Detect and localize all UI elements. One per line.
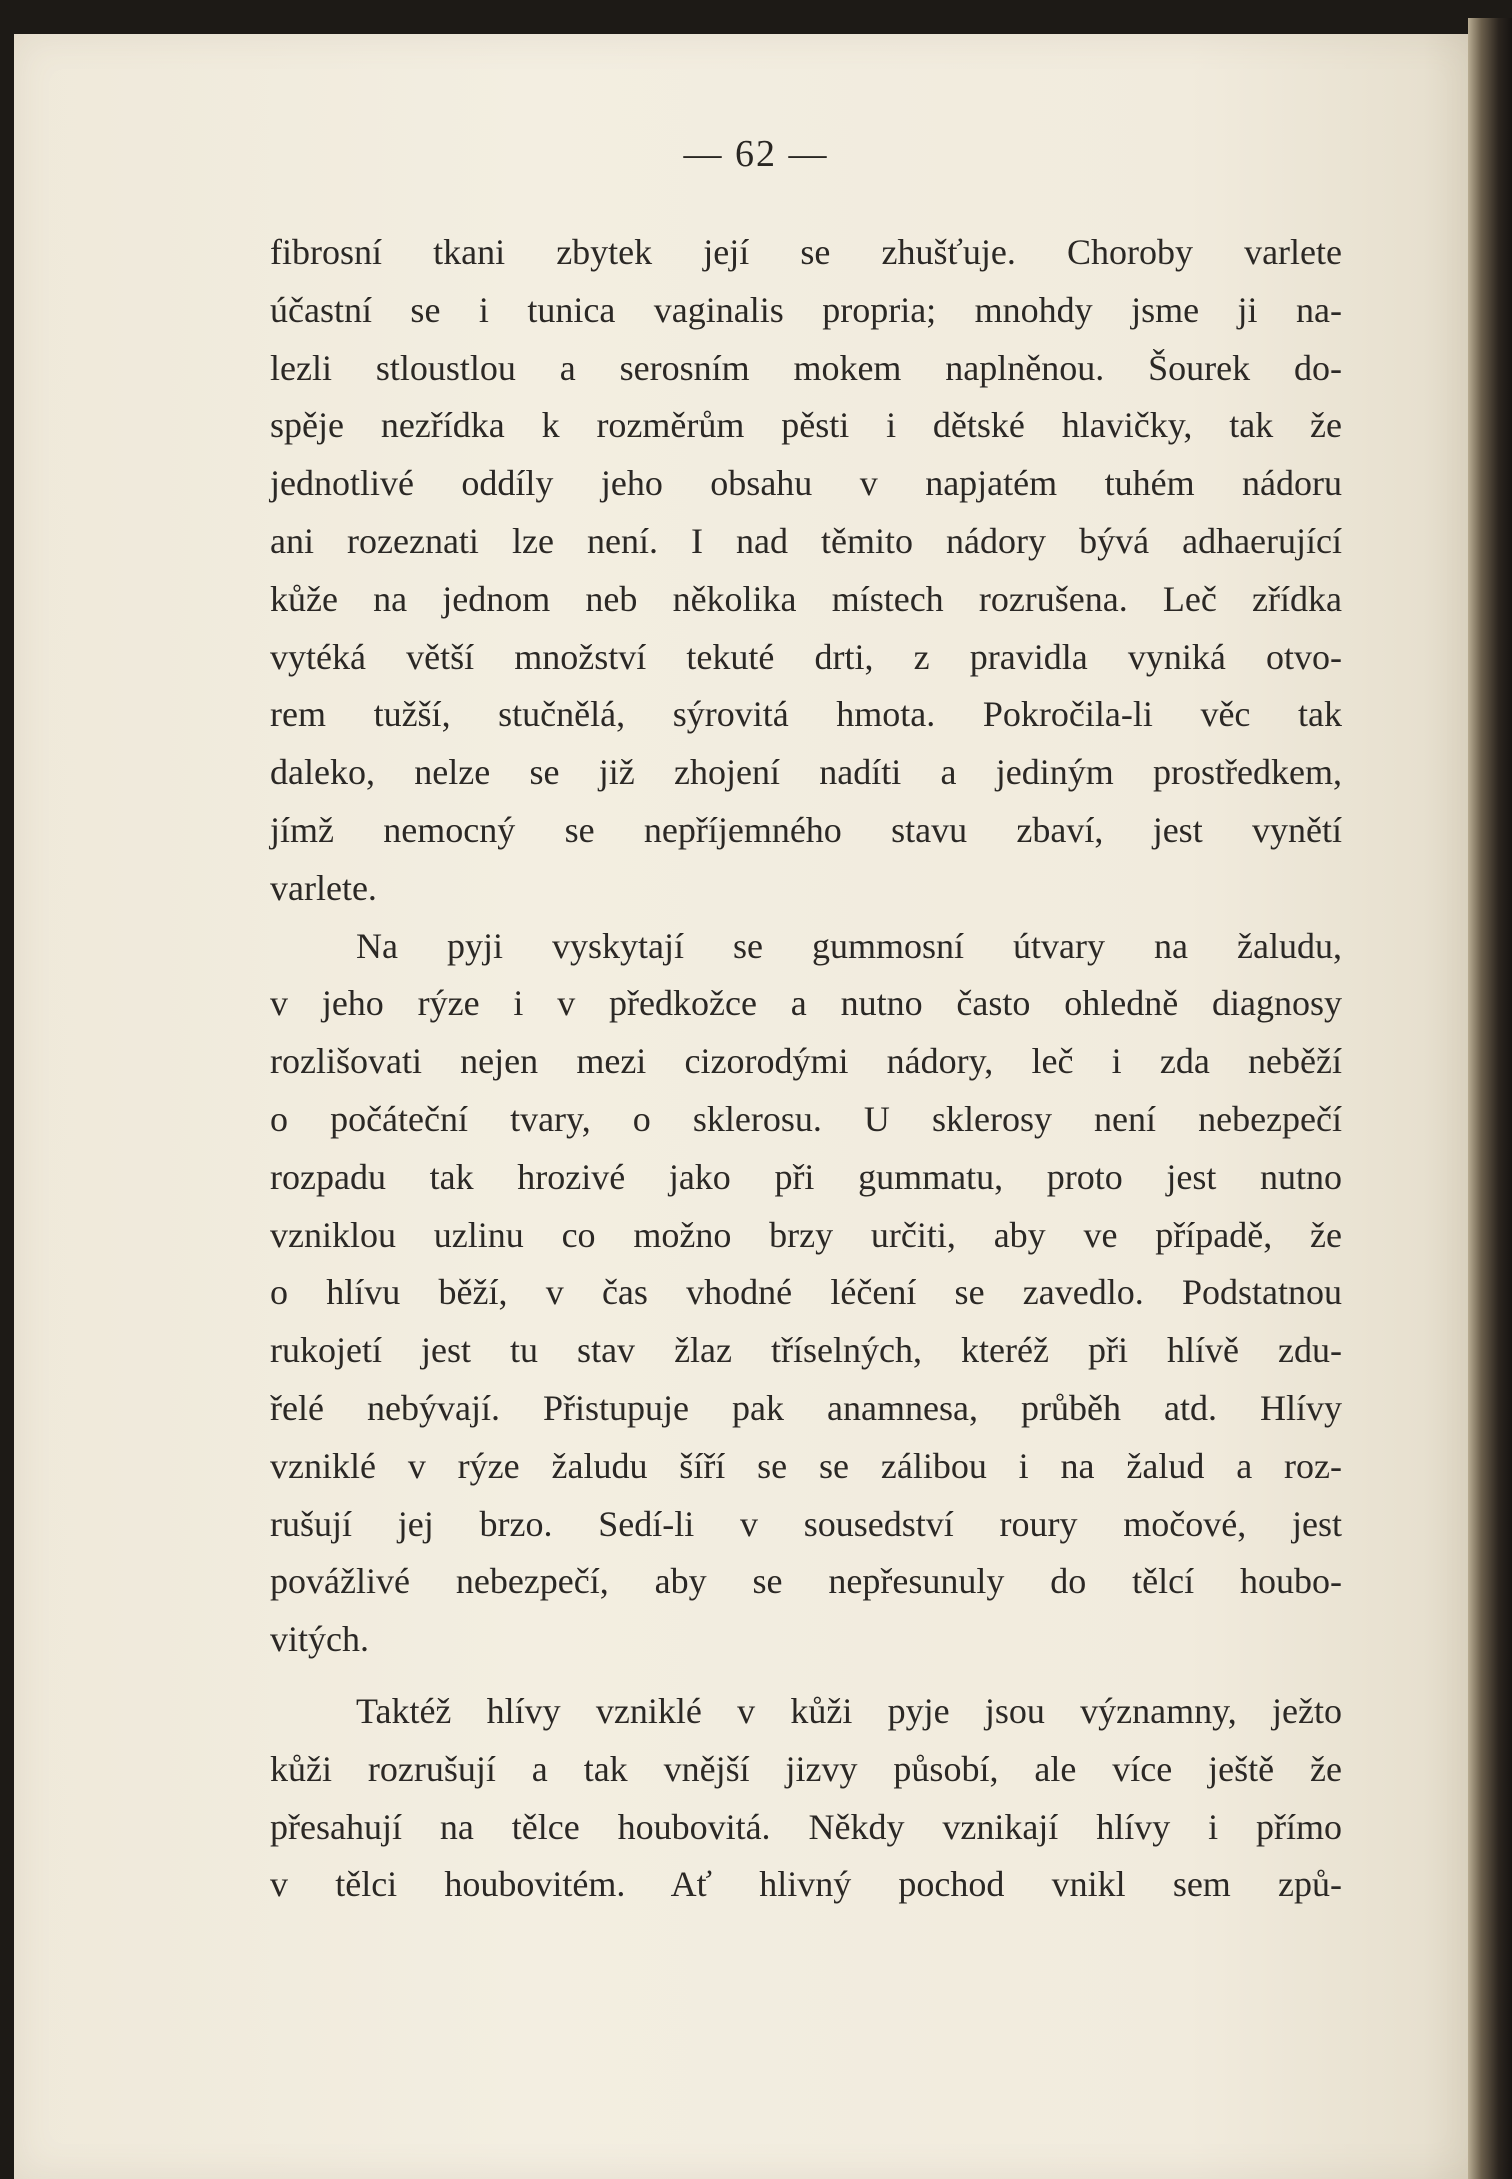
text-line: Taktéž hlívy vzniklé v kůži pyje jsou významny, ježto	[356, 1690, 1342, 1731]
text-line: jímž nemocný se nepříjemného stavu zbaví, jest vynětí	[270, 809, 1342, 850]
text-line: kůže na jednom neb několika místech rozrušena. Leč zřídka	[270, 578, 1342, 619]
text-line: o počáteční tvary, o sklerosu. U sklerosy není nebezpečí	[270, 1098, 1342, 1139]
text-line: lezli stloustlou a serosním mokem naplněnou. Šourek do-	[270, 347, 1342, 388]
text-line: rozpadu tak hrozivé jako při gummatu, proto jest nutno	[270, 1156, 1342, 1197]
text-line: v jeho rýze i v předkožce a nutno často ohledně diagnosy	[270, 983, 1342, 1024]
text-line: daleko, nelze se již zhojení nadíti a jediným prostředkem,	[270, 752, 1342, 793]
text-line: rozlišovati nejen mezi cizorodými nádory, leč i zda neběží	[270, 1041, 1342, 1082]
text-line: vzniklou uzlinu co možno brzy určiti, aby ve případě, že	[270, 1214, 1342, 1255]
text-line: v tělci houbovitém. Ať hlivný pochod vnikl sem způ-	[270, 1864, 1342, 1905]
text-line: rukojetí jest tu stav žlaz tříselných, kteréž při hlívě zdu-	[270, 1330, 1342, 1371]
text-line: rušují jej brzo. Sedí-li v sousedství roury močové, jest	[270, 1503, 1342, 1544]
page-edge-shadow	[1468, 18, 1512, 2179]
text-line: ani rozeznati lze není. I nad těmito nádory bývá adhaerující	[270, 520, 1342, 561]
text-line: jednotlivé oddíly jeho obsahu v napjatém tuhém nádoru	[270, 463, 1342, 504]
text-line: povážlivé nebezpečí, aby se nepřesunuly do tělcí houbo-	[270, 1561, 1342, 1602]
page-number: — 62 —	[683, 133, 829, 175]
text-line: spěje nezřídka k rozměrům pěsti i dětské hlavičky, tak že	[270, 405, 1342, 446]
paragraph-gap	[270, 1669, 1342, 1683]
text-line: účastní se i tunica vaginalis propria; mnohdy jsme ji na-	[270, 289, 1342, 330]
text-line: o hlívu běží, v čas vhodné léčení se zavedlo. Podstatnou	[270, 1272, 1342, 1313]
text-line: vitých.	[270, 1619, 369, 1660]
text-line: vzniklé v rýze žaludu šíří se se zálibou i na žalud a roz-	[270, 1445, 1342, 1486]
text-line: přesahují na tělce houbovitá. Někdy vznikají hlívy i přímo	[270, 1806, 1342, 1847]
text-line: vytéká větší množství tekuté drti, z pravidla vyniká otvo-	[270, 636, 1342, 677]
text-line: varlete.	[270, 867, 377, 908]
body-text	[270, 224, 1342, 1914]
text-line: řelé nebývají. Přistupuje pak anamnesa, průběh atd. Hlívy	[270, 1387, 1342, 1428]
text-line: fibrosní tkani zbytek její se zhušťuje. Choroby varlete	[270, 232, 1342, 272]
text-line: Na pyji vyskytají se gummosní útvary na žaludu,	[356, 925, 1342, 966]
text-line: kůži rozrušují a tak vnější jizvy působí, ale více ještě že	[270, 1748, 1342, 1789]
text-line: rem tužší, stučnělá, sýrovitá hmota. Pokročila-li věc tak	[270, 694, 1342, 735]
